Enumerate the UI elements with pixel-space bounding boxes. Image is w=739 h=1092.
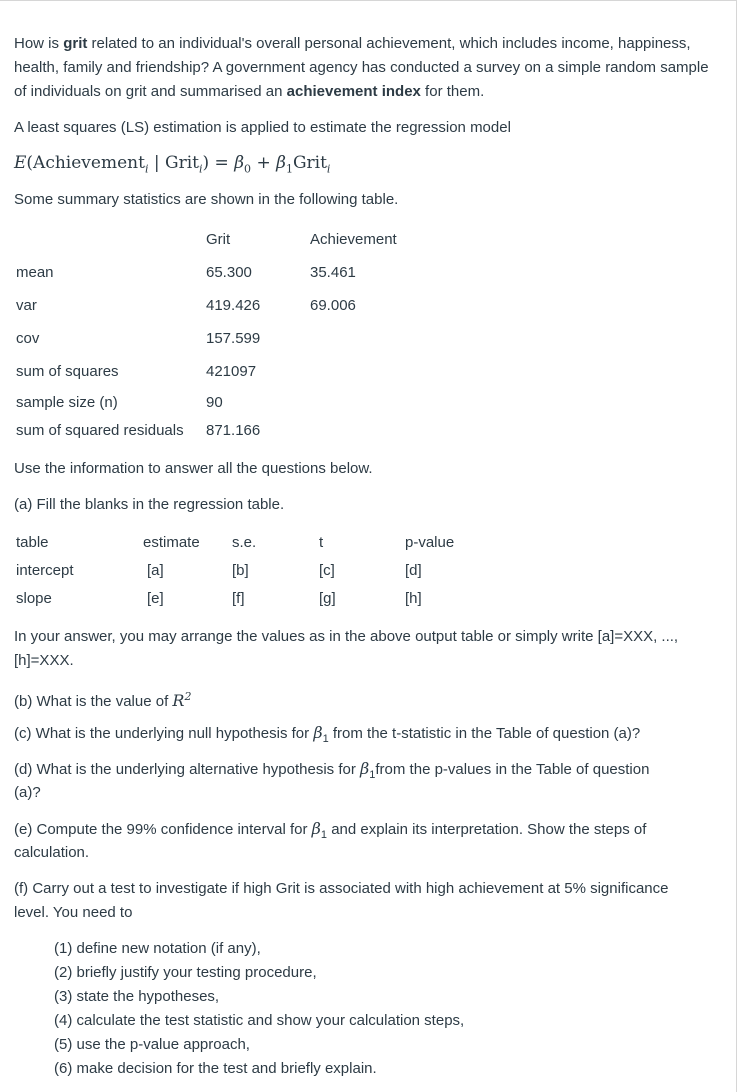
stat-row-label: cov: [16, 330, 40, 347]
reg-header: t: [319, 534, 324, 551]
question-e: (e) Compute the 99% confidence interval for $\beta_1$ and explain its interpretation. Show the steps of: [14, 819, 647, 841]
stat-grit-value: 90: [206, 394, 223, 411]
intro-text: related to an individual's overall personal achievement, which includes income, happiness, health, family and friendship? A government agency has conducted a survey on a simple random sample of individuals on grit and summarised an: [14, 35, 709, 100]
reg-row-label: intercept: [16, 562, 74, 579]
answer-note: In your answer, you may arrange the values as in the above output table or simply write [a]=XXX, ...,: [14, 628, 679, 645]
reg-header: estimate: [143, 534, 200, 551]
step-item: (4) calculate the test statistic and show your calculation steps,: [54, 1012, 465, 1029]
stat-grit-value: 419.426: [206, 297, 261, 314]
answer-note-cont: [h]=XXX.: [14, 652, 74, 669]
reg-cell: [g]: [319, 590, 336, 607]
stat-row-label: mean: [16, 264, 54, 281]
stat-ach-value: 69.006: [310, 297, 356, 314]
reg-cell: [e]: [147, 590, 164, 607]
question-d: (d) What is the underlying alternative hypothesis for $\beta_1from$ the p-values in the Table of question: [14, 759, 650, 781]
stat-grit-value: 421097: [206, 363, 257, 380]
stat-row-label: sample size (n): [16, 394, 118, 411]
col-header-grit: Grit: [206, 231, 231, 248]
use-info-text: Use the information to answer all the questions below.: [14, 460, 373, 477]
question-b: (b) What is the value of $R^2$: [14, 690, 192, 710]
question-d-cont: (a)?: [14, 784, 41, 801]
stat-grit-value: 65.300: [206, 264, 252, 281]
stat-grit-value: 157.599: [206, 330, 261, 347]
intro-text: How is: [14, 35, 64, 52]
question-f-cont: level. You need to: [14, 904, 133, 921]
intro-bold-achievement: achievement index: [286, 83, 421, 100]
step-item: (2) briefly justify your testing procedure,: [54, 964, 317, 981]
model-equation: E(Achievement$_i$ | Grit$_i$) = $\beta_0$ + $\beta_1Grit_i$: [14, 153, 331, 176]
reg-cell: [a]: [147, 562, 164, 579]
summary-intro: Some summary statistics are shown in the following table.: [14, 191, 399, 208]
reg-header: p-value: [405, 534, 455, 551]
ls-text: A least squares (LS) estimation is applied to estimate the regression model: [14, 119, 511, 136]
intro-bold-grit: grit: [63, 35, 88, 52]
intro-text: for them.: [420, 83, 485, 100]
stat-row-label: sum of squared residuals: [16, 422, 184, 439]
step-item: (1) define new notation (if any),: [54, 940, 261, 957]
col-header-achievement: Achievement: [310, 231, 397, 248]
reg-row-label: slope: [16, 590, 52, 607]
question-c: (c) What is the underlying null hypothesis for $\beta_1$ from the t-statistic in the Table of question (a)?: [14, 723, 641, 745]
reg-header: s.e.: [232, 534, 257, 551]
reg-cell: [d]: [405, 562, 422, 579]
stat-grit-value: 871.166: [206, 422, 261, 439]
stat-row-label: sum of squares: [16, 363, 119, 380]
reg-cell: [h]: [405, 590, 422, 607]
reg-cell: [b]: [232, 562, 249, 579]
stat-ach-value: 35.461: [310, 264, 356, 281]
question-a: (a) Fill the blanks in the regression table.: [14, 496, 285, 513]
intro-paragraph: [14, 32, 714, 104]
reg-header: table: [16, 534, 49, 551]
reg-cell: [c]: [319, 562, 335, 579]
reg-cell: [f]: [232, 590, 245, 607]
question-f: (f) Carry out a test to investigate if high Grit is associated with high achievement at 5% significance: [14, 880, 669, 897]
step-item: (6) make decision for the test and briefly explain.: [54, 1060, 377, 1077]
question-e-cont: calculation.: [14, 844, 90, 861]
step-item: (3) state the hypotheses,: [54, 988, 220, 1005]
step-item: (5) use the p-value approach,: [54, 1036, 250, 1053]
stat-row-label: var: [16, 297, 37, 314]
